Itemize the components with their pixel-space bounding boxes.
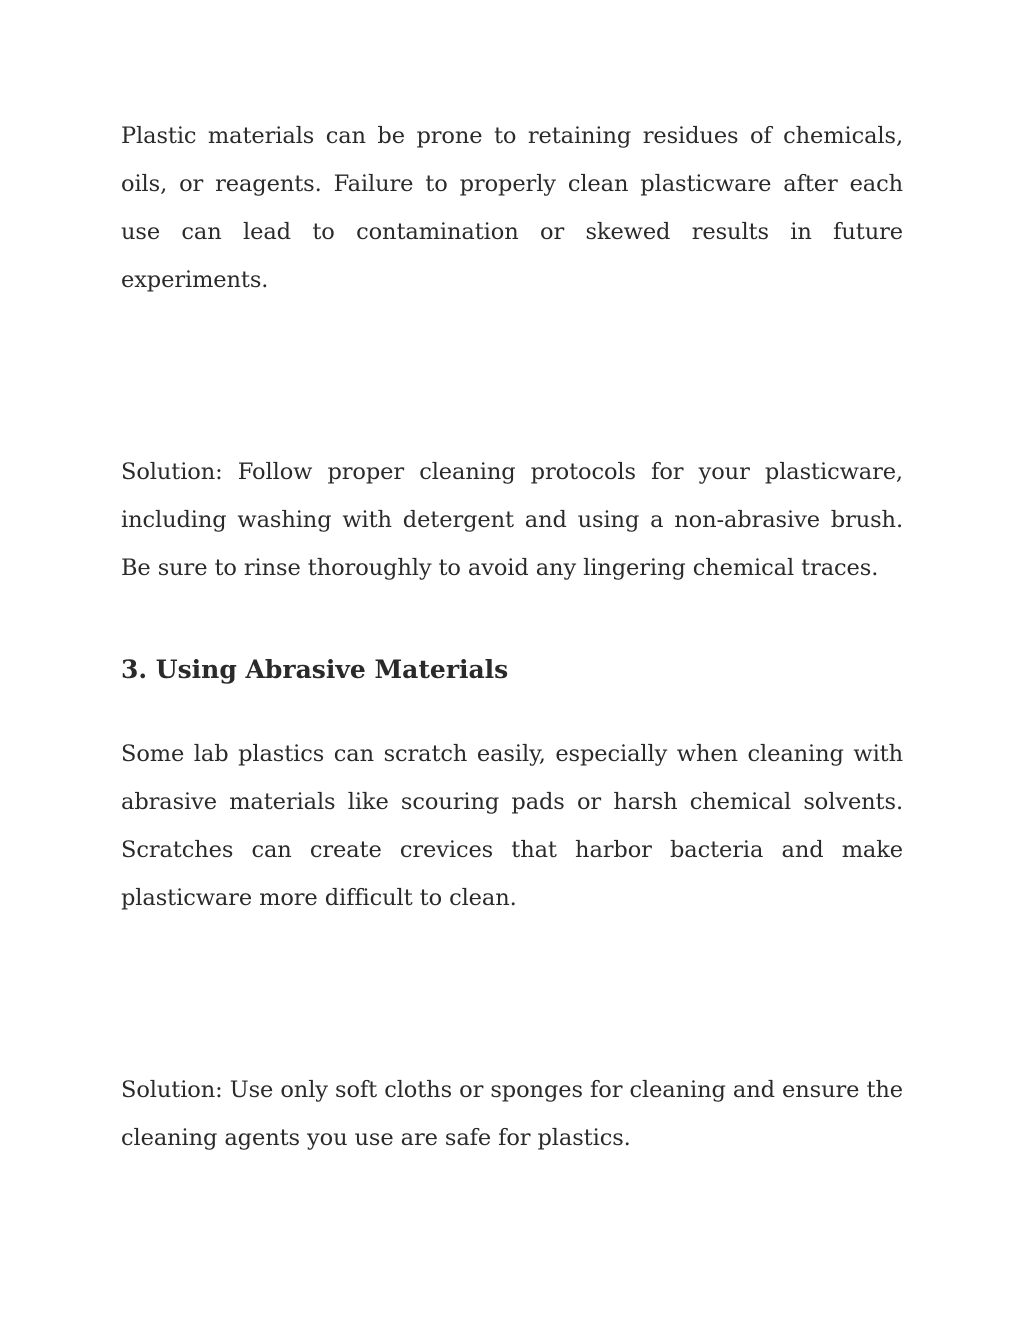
paragraph-solution-cleaning-protocols: Solution: Follow proper cleaning protocols for your plasticware, including washing with detergent and using a non-abrasive brush. Be sure to rinse thoroughly to avoid any lingering chemical traces. xyxy=(121,459,903,581)
paragraph-solution-soft-cloths: Solution: Use only soft cloths or sponges for cleaning and ensure the cleaning agents you use are safe for plastics. xyxy=(121,1077,903,1151)
paragraph-residue-retention: Plastic materials can be prone to retaining residues of chemicals, oils, or reagents. Failure to properly clean plasticware after each use can lead to contamination or skewed results in future experiments. xyxy=(121,123,903,293)
section-heading-abrasive-materials: 3. Using Abrasive Materials xyxy=(121,655,509,684)
paragraph-scratches: Some lab plastics can scratch easily, especially when cleaning with abrasive materials like scouring pads or harsh chemical solvents. Scratches can create crevices that harbor bacteria and make plasticware more difficult to clean. xyxy=(121,741,903,911)
